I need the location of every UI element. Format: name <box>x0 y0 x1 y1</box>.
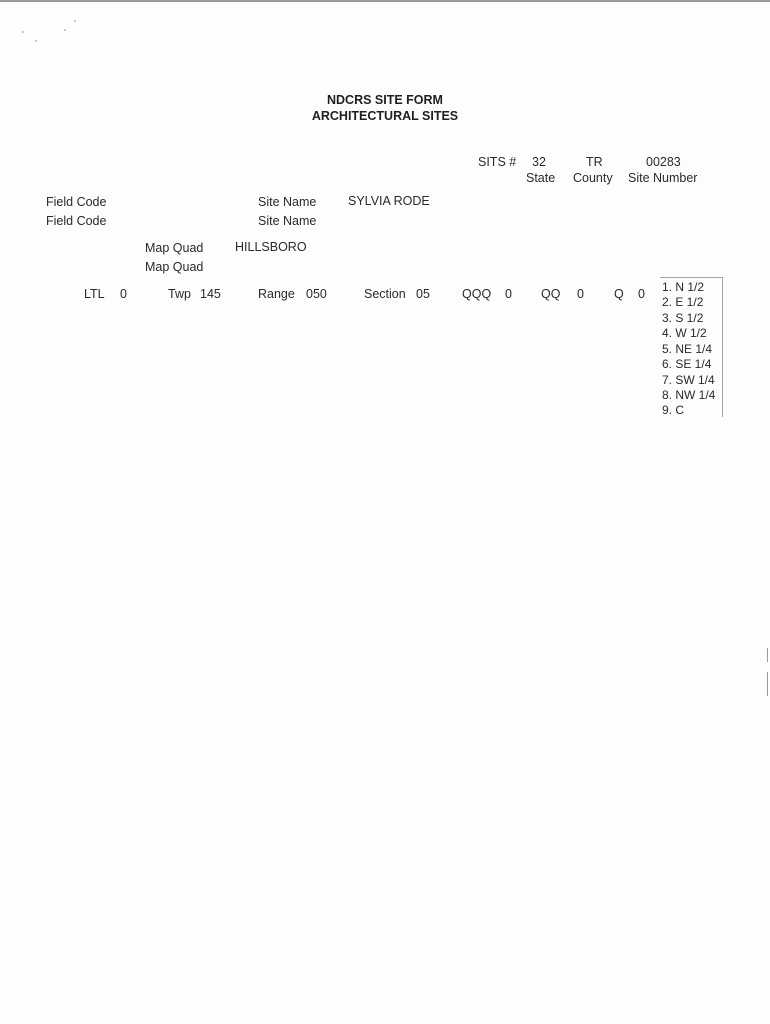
legend-item: 6. SE 1/4 <box>662 357 712 371</box>
scan-speck <box>74 20 76 22</box>
qqq-value: 0 <box>505 287 512 301</box>
site-name-label: Site Name <box>258 214 317 228</box>
legend-item: 3. S 1/2 <box>662 311 704 325</box>
field-code-label: Field Code <box>46 214 107 228</box>
form-title: NDCRS SITE FORM <box>327 93 443 107</box>
section-label: Section <box>364 287 406 301</box>
legend-item: 9. C <box>662 403 685 417</box>
ltl-label: LTL <box>84 287 105 301</box>
q-value: 0 <box>638 287 645 301</box>
twp-label: Twp <box>168 287 191 301</box>
map-quad-label: Map Quad <box>145 260 204 274</box>
q-label: Q <box>614 287 624 301</box>
section-value: 05 <box>416 287 430 301</box>
sits-label: SITS # <box>478 155 517 169</box>
scan-edge-mark <box>767 672 768 696</box>
scan-speck <box>35 40 37 42</box>
site-number-value: 00283 <box>646 155 681 169</box>
legend-item: 8. NW 1/4 <box>662 388 716 402</box>
legend-item: 5. NE 1/4 <box>662 342 713 356</box>
twp-value: 145 <box>200 287 221 301</box>
legend-item: 4. W 1/2 <box>662 326 707 340</box>
qqq-label: QQQ <box>462 287 492 301</box>
qq-label: QQ <box>541 287 561 301</box>
top-scan-edge <box>0 0 770 2</box>
scan-speck <box>22 31 24 33</box>
range-value: 050 <box>306 287 327 301</box>
state-label: State <box>526 171 556 185</box>
field-code-label: Field Code <box>46 195 107 209</box>
scan-speck <box>64 29 66 31</box>
site-name-label: Site Name <box>258 195 317 209</box>
site-name-value: SYLVIA RODE <box>348 194 430 208</box>
range-label: Range <box>258 287 295 301</box>
legend-item: 7. SW 1/4 <box>662 373 715 387</box>
form-subtitle: ARCHITECTURAL SITES <box>311 109 459 123</box>
ltl-value: 0 <box>120 287 127 301</box>
legend-item: 1. N 1/2 <box>662 280 705 294</box>
legend-item: 2. E 1/2 <box>662 295 704 309</box>
qq-value: 0 <box>577 287 584 301</box>
scan-edge-mark <box>767 648 768 662</box>
county-label: County <box>573 171 613 185</box>
site-number-label: Site Number <box>628 171 698 185</box>
map-quad-label: Map Quad <box>145 241 204 255</box>
quarter-legend <box>660 277 723 417</box>
state-value: 32 <box>532 155 546 169</box>
county-value: TR <box>586 155 603 169</box>
map-quad-value: HILLSBORO <box>235 240 307 254</box>
